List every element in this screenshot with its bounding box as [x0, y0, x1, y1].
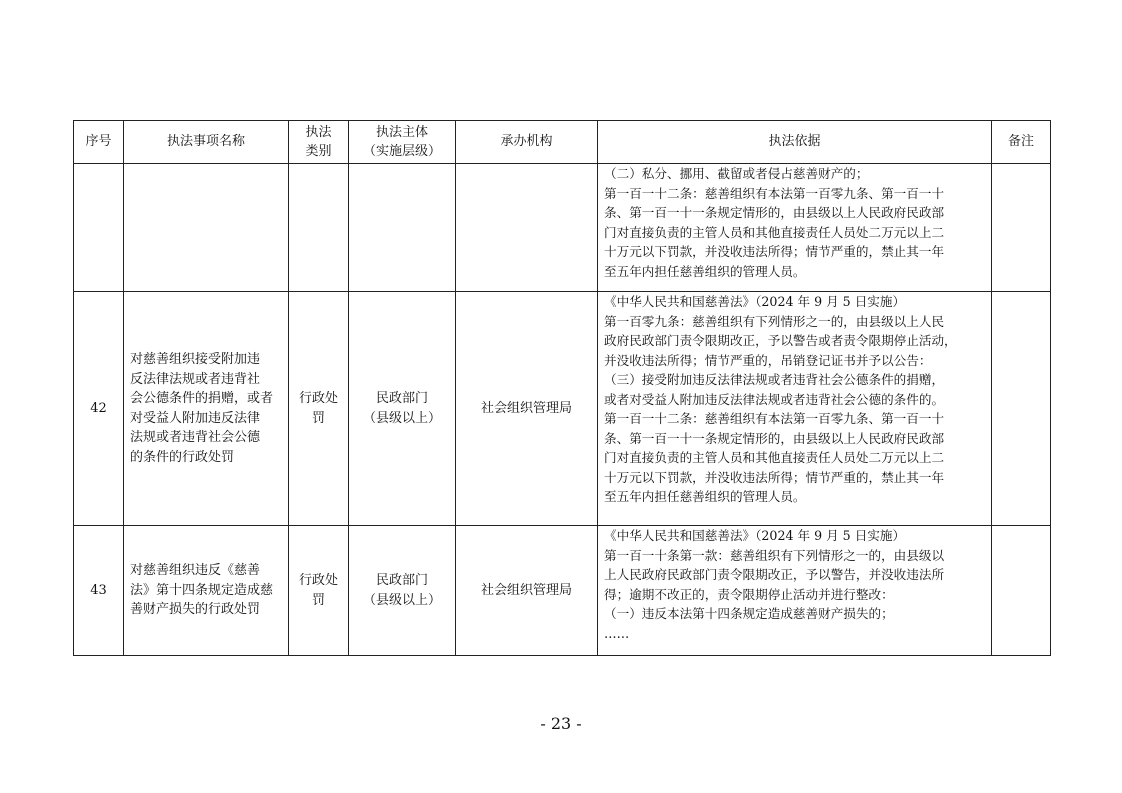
cell-basis-line: 政府民政部门责令限期改正，予以警告或者责令限期停止活动，: [604, 333, 957, 348]
page-number: - 23 -: [540, 714, 582, 733]
header-subject: [349, 121, 456, 164]
cell-basis-line: 第一百零九条：慈善组织有下列情形之一的，由县级以上人民: [604, 313, 945, 329]
cell-subject-line: 民政部门: [375, 573, 428, 588]
cell-org: 社会组织管理局: [456, 292, 598, 526]
header-subject-line: 执法主体: [375, 124, 428, 140]
cell-no: [74, 164, 124, 292]
cell-name: [124, 526, 289, 656]
cell-basis-line: 第一百一十二条：慈善组织有本法第一百零九条、第一百一十: [604, 185, 945, 201]
cell-basis-line: 《中华人民共和国慈善法》（2024 年 9 月 5 日实施）: [604, 294, 906, 309]
cell-name-line: 善财产损失的行政处罚: [130, 602, 261, 618]
cell-basis-line: 至五年内担任慈善组织的管理人员。: [604, 489, 806, 504]
cell-remark: [992, 164, 1051, 292]
cell-basis: [598, 292, 992, 526]
cell-type: [289, 526, 349, 656]
cell-subject-line: （县级以上）: [362, 410, 441, 426]
cell-basis-line: 《中华人民共和国慈善法》（2024 年 9 月 5 日实施）: [604, 528, 906, 543]
header-type-line: 执法: [305, 124, 332, 140]
cell-name-line: 法规或者违背社会公德: [130, 430, 261, 445]
cell-type: [289, 164, 349, 292]
table-header-row: [74, 121, 1051, 164]
cell-no: 43: [74, 526, 124, 656]
cell-name: [124, 164, 289, 292]
cell-type-line: 行政处: [298, 573, 338, 588]
cell-subject-line: 民政部门: [375, 391, 428, 406]
cell-name-line: 对慈善组织违反《慈善: [130, 563, 261, 579]
cell-name-line: 的条件的行政处罚: [130, 449, 235, 465]
cell-subject-line: （县级以上）: [362, 592, 441, 608]
cell-basis-line: （三）接受附加违反法律法规或者违背社会公德条件的捐赠，: [604, 372, 945, 387]
header-no: 序号: [74, 121, 124, 164]
cell-basis-line: 门对直接负责的主管人员和其他直接责任人员处二万元以上二: [604, 224, 945, 240]
cell-org: [456, 164, 598, 292]
header-remark: 备注: [992, 121, 1051, 164]
cell-name-line: 反法律法规或者违背社: [130, 371, 261, 387]
cell-basis-line: ……: [604, 625, 630, 641]
cell-org: 社会组织管理局: [456, 526, 598, 656]
cell-basis-line: 条、第一百一十一条规定情形的，由县级以上人民政府民政部: [604, 205, 945, 220]
cell-basis-line: （一）违反本法第十四条规定造成慈善财产损失的；: [604, 606, 894, 621]
header-subject-line: （实施层级）: [362, 144, 441, 159]
cell-type-line: 罚: [311, 410, 325, 426]
cell-basis-line: 至五年内担任慈善组织的管理人员。: [604, 263, 806, 279]
header-name: 执法事项名称: [124, 121, 289, 164]
header-type: [289, 121, 349, 164]
cell-basis: [598, 526, 992, 656]
header-org: 承办机构: [456, 121, 598, 164]
cell-basis-line: 并没收违法所得；情节严重的，吊销登记证书并予以公告：: [604, 352, 932, 368]
header-type-line: 类别: [305, 144, 332, 159]
header-basis: 执法依据: [598, 121, 992, 164]
cell-basis-line: 十万元以下罚款，并没收违法所得；情节严重的，禁止其一年: [604, 244, 945, 259]
cell-basis-line: 第一百一十二条：慈善组织有本法第一百零九条、第一百一十: [604, 411, 945, 426]
cell-name: [124, 292, 289, 526]
cell-name-line: 对受益人附加违反法律: [130, 410, 261, 426]
cell-type-line: 行政处: [298, 391, 338, 406]
cell-basis-line: 条、第一百一十一条规定情形的，由县级以上人民政府民政部: [604, 430, 945, 446]
cell-basis-line: 或者对受益人附加违反法律法规或者违背社会公德的条件的。: [604, 391, 945, 407]
cell-basis: [598, 164, 992, 292]
cell-subject: [349, 526, 456, 656]
cell-basis-line: 门对直接负责的主管人员和其他直接责任人员处二万元以上二: [604, 450, 945, 465]
cell-basis-line: （二）私分、挪用、截留或者侵占慈善财产的；: [604, 166, 869, 181]
cell-name-line: 对慈善组织接受附加违: [130, 352, 261, 367]
table-row: [74, 164, 1051, 292]
cell-basis-line: 上人民政府民政部门责令限期改正，予以警告，并没收违法所: [604, 567, 945, 582]
cell-remark: [992, 292, 1051, 526]
table-row: [74, 526, 1051, 656]
cell-subject: [349, 292, 456, 526]
cell-subject: [349, 164, 456, 292]
table-row: [74, 292, 1051, 526]
cell-type-line: 罚: [311, 592, 325, 608]
cell-basis-line: 得；逾期不改正的，责令限期停止活动并进行整改：: [604, 586, 894, 602]
enforcement-table: [73, 120, 1051, 656]
cell-name-line: 法》第十四条规定造成慈: [130, 582, 274, 598]
cell-basis-line: 第一百一十条第一款：慈善组织有下列情形之一的，由县级以: [604, 547, 945, 563]
cell-name-line: 会公德条件的捐赠，或者: [130, 391, 274, 406]
cell-type: [289, 292, 349, 526]
cell-remark: [992, 526, 1051, 656]
cell-no: 42: [74, 292, 124, 526]
cell-basis-line: 十万元以下罚款，并没收违法所得；情节严重的，禁止其一年: [604, 469, 945, 485]
